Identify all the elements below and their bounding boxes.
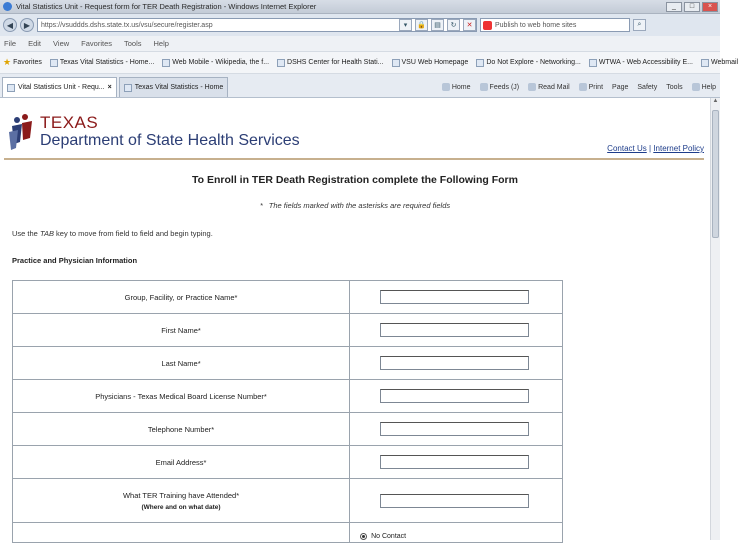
- menu-tools[interactable]: Tools: [124, 39, 142, 48]
- feeds-icon: [480, 83, 488, 91]
- address-toolbar: [0, 14, 720, 36]
- cmd-label: Tools: [666, 83, 683, 91]
- page-menu-button[interactable]: [612, 84, 628, 91]
- logo-dshs: Department of State Health Services: [40, 132, 300, 149]
- maximize-button[interactable]: □: [684, 2, 700, 12]
- field-label: Last Name*: [13, 347, 350, 380]
- page-icon: [476, 59, 484, 67]
- field-label: First Name*: [13, 314, 350, 347]
- page-icon: [162, 59, 170, 67]
- practice-name-input[interactable]: [380, 290, 529, 304]
- read-mail-button[interactable]: [528, 83, 570, 91]
- training-input[interactable]: [380, 494, 529, 508]
- field-cell: [350, 523, 563, 543]
- menu-help[interactable]: Help: [153, 39, 169, 48]
- form-row: [13, 281, 563, 314]
- field-label: Physicians - Texas Medical Board License Number*: [13, 380, 350, 413]
- link-separator: |: [648, 144, 652, 153]
- form-row: [13, 523, 563, 543]
- address-dropdown-icon[interactable]: ▾: [399, 19, 412, 31]
- cmd-label: Safety: [637, 83, 658, 91]
- address-url[interactable]: https://vsuddds.dshs.state.tx.us/vsu/secure/register.asp: [41, 21, 213, 29]
- command-bar: [442, 77, 720, 97]
- form-row: [13, 347, 563, 380]
- form-row: [13, 314, 563, 347]
- tab-label: Texas Vital Statistics - Home: [134, 84, 224, 91]
- mail-icon: [528, 83, 536, 91]
- tab-key: TAB: [39, 229, 54, 238]
- page-icon: [277, 59, 285, 67]
- help-icon: [692, 83, 700, 91]
- favorite-item[interactable]: [277, 59, 383, 67]
- email-input[interactable]: [380, 455, 529, 469]
- tools-menu-button[interactable]: [666, 84, 682, 91]
- people-emblem-icon: [8, 112, 38, 152]
- field-label: Email Address*: [13, 446, 350, 479]
- contact-us-link[interactable]: Contact Us: [607, 144, 647, 153]
- print-button[interactable]: [579, 83, 603, 91]
- required-note-text: The fields marked with the asterisks are required fields: [268, 201, 451, 210]
- telephone-input[interactable]: [380, 422, 529, 436]
- field-label: Telephone Number*: [13, 413, 350, 446]
- contact-radio[interactable]: [350, 525, 562, 540]
- field-cell: [350, 413, 563, 446]
- field-label: What TER Training have Attended*: [122, 490, 240, 500]
- cmd-label: Print: [588, 83, 604, 91]
- tab-texas-vital-statistics-home[interactable]: [119, 77, 229, 97]
- favorite-item[interactable]: [50, 59, 154, 67]
- cmd-label: Help: [701, 83, 716, 91]
- registration-form-table: [12, 280, 563, 543]
- forward-button[interactable]: ▶: [20, 18, 34, 32]
- favorite-label: Webmail: [711, 59, 738, 66]
- page-icon: [589, 59, 597, 67]
- header-links: [607, 144, 704, 153]
- field-sublabel: (Where and on what date): [141, 503, 221, 511]
- favorite-item[interactable]: [701, 59, 738, 67]
- field-cell: [350, 380, 563, 413]
- scroll-up-icon[interactable]: ▲: [712, 98, 719, 104]
- field-label-cell: [13, 523, 350, 543]
- favorite-item[interactable]: [589, 59, 693, 67]
- form-row: [13, 380, 563, 413]
- page-icon: [7, 84, 15, 92]
- menu-edit[interactable]: Edit: [28, 39, 42, 48]
- field-cell: [350, 281, 563, 314]
- close-window-button[interactable]: ×: [702, 2, 718, 12]
- header-divider: [4, 158, 704, 160]
- form-row: [13, 479, 563, 523]
- feeds-button[interactable]: [480, 83, 520, 91]
- window-titlebar: [0, 0, 720, 14]
- minimize-button[interactable]: _: [666, 2, 682, 12]
- section-title: Practice and Physician Information: [12, 256, 138, 265]
- compatibility-icon[interactable]: ▤: [431, 19, 444, 31]
- cmd-label: Feeds (J): [489, 83, 520, 91]
- cmd-label: Read Mail: [538, 83, 570, 91]
- refresh-icon[interactable]: ↻: [447, 19, 460, 31]
- form-title: To Enroll in TER Death Registration complete the Following Form: [192, 174, 518, 186]
- tab-instruction: [12, 229, 213, 238]
- help-menu-button[interactable]: [692, 83, 716, 91]
- form-row: [13, 413, 563, 446]
- menu-bar: [0, 36, 720, 52]
- tab-note-prefix: Use the: [12, 229, 40, 238]
- tab-note-suffix: key to move from field to field and begin typing.: [53, 229, 213, 238]
- required-note: [0, 201, 710, 210]
- search-input[interactable]: [480, 18, 630, 32]
- favorite-item[interactable]: [162, 59, 269, 67]
- print-icon: [579, 83, 587, 91]
- field-cell: [350, 314, 563, 347]
- search-provider-icon: [483, 21, 492, 30]
- star-icon: ★: [3, 57, 12, 67]
- page-icon: [392, 59, 400, 67]
- window-title: Vital Statistics Unit - Request form for TER Death Registration - Windows Internet Explorer: [16, 2, 317, 11]
- search-text[interactable]: Publish to web home sites: [495, 21, 577, 29]
- home-icon: [442, 83, 450, 91]
- tab-vital-statistics[interactable]: [2, 77, 117, 97]
- field-cell: [350, 479, 563, 523]
- back-button[interactable]: ◀: [3, 18, 17, 32]
- field-label-cell: [13, 479, 350, 523]
- field-label: Group, Facility, or Practice Name*: [13, 281, 350, 314]
- safety-menu-button[interactable]: [637, 84, 657, 91]
- favorites-button[interactable]: [3, 57, 42, 68]
- internet-policy-link[interactable]: Internet Policy: [653, 144, 704, 153]
- field-cell: [350, 347, 563, 380]
- menu-view[interactable]: View: [53, 39, 70, 48]
- asterisk: *: [259, 201, 263, 210]
- favorite-label: VSU Web Homepage: [401, 59, 469, 66]
- cmd-label: Home: [451, 83, 471, 91]
- page-icon: [701, 59, 709, 67]
- favorite-label: DSHS Center for Health Stati...: [287, 59, 384, 66]
- last-name-input[interactable]: [380, 356, 529, 370]
- favorite-item[interactable]: [476, 59, 581, 67]
- radio-label: No Contact: [371, 533, 407, 540]
- page-icon: [124, 84, 132, 92]
- menu-favorites[interactable]: Favorites: [81, 39, 112, 48]
- page-icon: [50, 59, 58, 67]
- menu-file[interactable]: File: [4, 39, 17, 48]
- search-button-icon[interactable]: ⌕: [633, 19, 646, 31]
- window-controls: [666, 2, 720, 12]
- address-bar[interactable]: [37, 18, 477, 32]
- tab-label: Vital Statistics Unit - Requ...: [18, 84, 105, 91]
- favorites-label: Favorites: [13, 59, 42, 66]
- license-number-input[interactable]: [380, 389, 529, 403]
- ie-logo-icon: [3, 2, 12, 11]
- favorite-item[interactable]: [392, 59, 469, 67]
- favorite-label: Texas Vital Statistics - Home...: [59, 59, 155, 66]
- favorite-label: Web Mobile - Wikipedia, the f...: [172, 59, 270, 66]
- dshs-logo[interactable]: [8, 112, 300, 152]
- vertical-scrollbar[interactable]: [710, 98, 720, 540]
- close-tab-icon[interactable]: ×: [107, 84, 112, 91]
- stop-icon[interactable]: ✕: [463, 19, 476, 31]
- page-content: [0, 98, 710, 540]
- favorite-label: WTWA - Web Accessibility E...: [598, 59, 693, 66]
- favorites-bar: [0, 52, 738, 74]
- cmd-label: Page: [612, 83, 629, 91]
- logo-texas: TEXAS: [40, 113, 99, 132]
- first-name-input[interactable]: [380, 323, 529, 337]
- radio-icon[interactable]: [360, 533, 367, 540]
- tab-row: [0, 74, 720, 98]
- favorite-label: Do Not Explore - Networking...: [486, 59, 581, 66]
- form-row: [13, 446, 563, 479]
- field-cell: [350, 446, 563, 479]
- home-button[interactable]: [442, 83, 471, 91]
- scrollbar-thumb[interactable]: [712, 110, 719, 238]
- lock-icon[interactable]: 🔒: [415, 19, 428, 31]
